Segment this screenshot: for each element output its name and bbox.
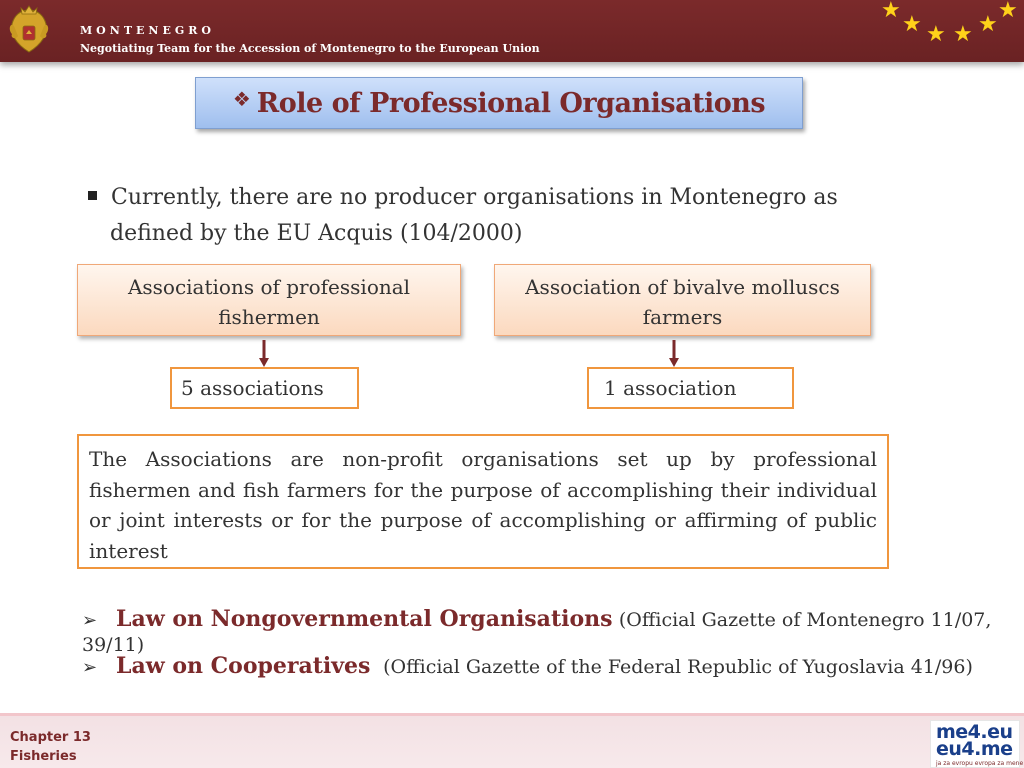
law-item [82, 653, 973, 679]
assoc-professional-fishermen-box [77, 264, 461, 336]
chapter-number: Chapter 13 [10, 730, 91, 745]
eu-star-icon: ★ [902, 12, 922, 37]
intro-line-2: defined by the EU Acquis (104/2000) [110, 221, 523, 246]
law-reference: (Official Gazette of Montenegro 11/07, 39/11) [82, 609, 992, 656]
eu-star-icon: ★ [978, 12, 998, 37]
law-item [82, 606, 1024, 656]
chapter-topic: Fisheries [10, 749, 77, 764]
down-arrow-icon [259, 340, 269, 368]
header-band [0, 0, 1024, 62]
coat-of-arms-icon [6, 4, 52, 56]
description-text: The Associations are non-profit organisations set up by professional fishermen and fish farmers for the purpose of accomplishing their individual or joint interests or for the purpose of accomplishing or affirming of public interest [89, 447, 877, 563]
count-right-box [587, 367, 794, 409]
arrow-bullet-icon: ➢ [82, 657, 98, 678]
logo-line-2: eu4.me [936, 738, 1013, 760]
assoc-bivalve-farmers-box [494, 264, 871, 336]
square-bullet-icon [88, 191, 97, 200]
country-name: MONTENEGRO [80, 24, 215, 37]
assoc-left-line-1: Associations of professional [127, 275, 411, 299]
arrow-bullet-icon: ➢ [82, 610, 98, 631]
negotiating-team-label: Negotiating Team for the Accession of Montenegro to the European Union [80, 42, 540, 55]
eu-star-icon: ★ [926, 22, 946, 47]
assoc-right-line-2: farmers [642, 305, 723, 329]
law-reference: (Official Gazette of the Federal Republic of Yugoslavia 41/96) [383, 656, 973, 678]
slide-title: Role of Professional Organisations [256, 87, 766, 119]
assoc-right-line-1: Association of bivalve molluscs [525, 275, 840, 299]
eu-star-icon: ★ [953, 22, 973, 47]
count-left-box [170, 367, 359, 409]
eu-star-icon: ★ [881, 0, 901, 23]
logo-line-1: me4.eu [936, 721, 1013, 743]
diamond-bullet-icon: ❖ [232, 87, 251, 111]
description-box [77, 434, 889, 569]
chapter-label [10, 728, 91, 766]
count-right-label: 1 association [604, 376, 737, 400]
count-left-label: 5 associations [181, 376, 324, 400]
intro-line-1: Currently, there are no producer organisations in Montenegro as [111, 185, 838, 210]
me4eu-logo [930, 720, 1024, 768]
logo-tagline: ja za evropu evropa za mene [936, 760, 1024, 767]
intro-bullet [88, 180, 908, 252]
slide-title-box [195, 77, 803, 129]
law-name: Law on Cooperatives [116, 653, 371, 679]
law-name: Law on Nongovernmental Organisations [116, 606, 613, 632]
footer-band [0, 713, 1024, 768]
down-arrow-icon [669, 340, 679, 368]
assoc-left-line-2: fishermen [218, 305, 320, 329]
eu-star-icon: ★ [998, 0, 1018, 23]
